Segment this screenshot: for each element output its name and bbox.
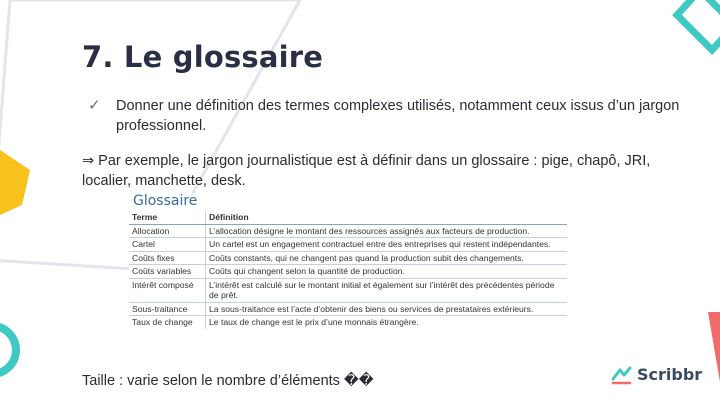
bullet-text: Donner une définition des termes complexes utilisés, notamment ceux issus d’un jargon professionnel.	[116, 98, 680, 134]
teal-circle-shape	[0, 326, 16, 374]
bullet-item	[88, 96, 698, 136]
row-term: Taux de change	[129, 316, 206, 329]
table-row	[129, 278, 567, 302]
glossary-header-row	[129, 211, 567, 224]
red-diamond-shape	[708, 312, 720, 382]
scribbr-logo[interactable]	[611, 364, 702, 385]
table-row	[129, 265, 567, 279]
row-term: Coûts fixes	[129, 251, 206, 265]
row-definition: Le taux de change est le prix d’une monnais étrangère.	[206, 316, 568, 329]
row-definition: L’intérêt est calculé sur le montant initial et également sur l’intérêt des précédentes période de prêt.	[206, 278, 568, 302]
table-row	[129, 238, 567, 252]
row-term: Sous-traitance	[129, 302, 206, 316]
glossary-table	[129, 211, 567, 329]
row-term: Allocation	[129, 224, 206, 238]
teal-diamond-shape	[677, 0, 720, 50]
row-definition: L’allocation désigne le montant des ressources assignés aux facteurs de production.	[206, 224, 568, 238]
row-term: Coûts variables	[129, 265, 206, 279]
row-definition: Coûts qui changent selon la quantité de production.	[206, 265, 568, 279]
row-definition: La sous-traitance est l’acte d’obtenir des biens ou services de prestataires extérieurs.	[206, 302, 568, 316]
row-definition: Coûts constants, qui ne changent pas quand la production subit des changements.	[206, 251, 568, 265]
row-term: Intérêt composé	[129, 278, 206, 302]
checkmark-icon: ✓	[88, 97, 101, 114]
slide-title: 7. Le glossaire	[82, 40, 324, 74]
scribbr-logo-icon	[611, 364, 632, 385]
table-row	[129, 251, 567, 265]
example-text: ⇒ Par exemple, le jargon journalistique est à définir dans un glossaire : pige, chapô, JRI, localier, manchette, desk.	[82, 153, 651, 189]
table-row	[129, 224, 567, 238]
glossary-title: Glossaire	[133, 193, 198, 209]
row-definition: Un cartel est un engagement contractuel entre des entreprises qui restent indépendantes.	[206, 238, 568, 252]
yellow-triangle-shape	[0, 150, 30, 215]
row-term: Cartel	[129, 238, 206, 252]
header-term: Terme	[129, 211, 206, 224]
header-definition: Définition	[206, 211, 568, 224]
table-row	[129, 302, 567, 316]
footer-text: Taille : varie selon le nombre d’éléments ��	[82, 373, 374, 389]
brand-name: Scribbr	[637, 365, 703, 384]
glossary-image	[129, 193, 567, 360]
table-row	[129, 316, 567, 329]
